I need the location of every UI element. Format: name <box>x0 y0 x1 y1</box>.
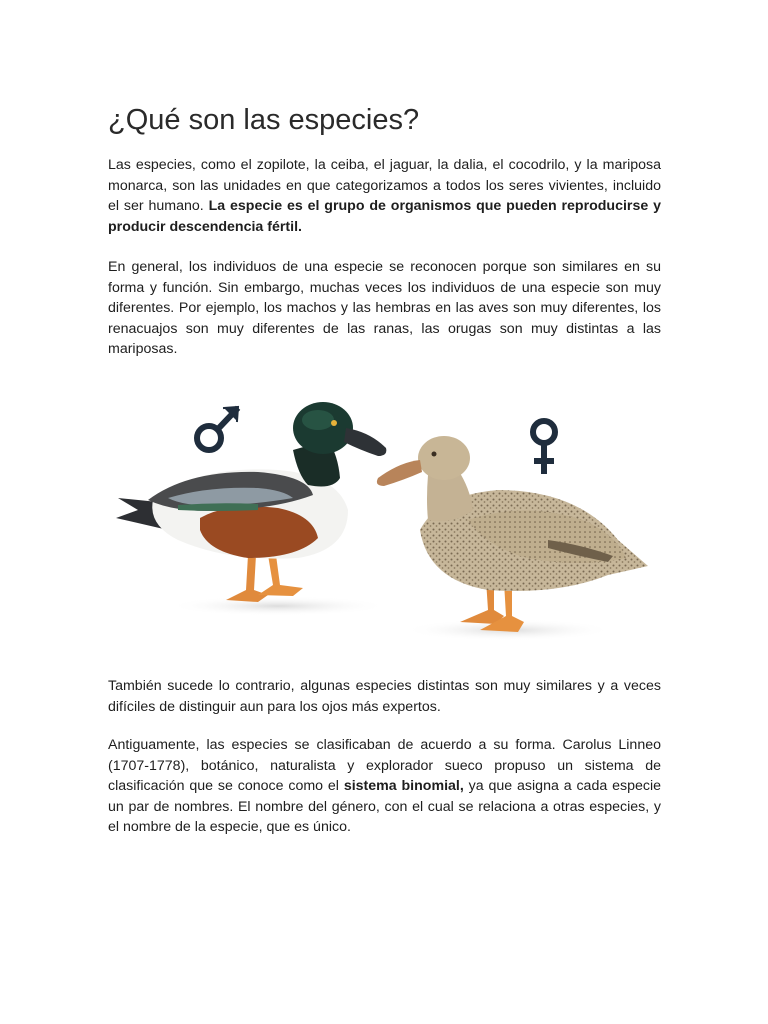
species-definition: La especie es el grupo de organismos que pueden reproducirse y producir descendencia fértil. <box>108 198 661 235</box>
paragraph-intro <box>108 155 661 237</box>
female-symbol-icon <box>533 421 555 474</box>
binomial-system: sistema binomial, <box>343 778 464 795</box>
paragraph-differences: En general, los individuos de una especie se reconocen porque son similares en su forma y función. Sin embargo, muchas veces los individuos de una especie son muy diferentes. Por ejemplo, los machos y las hembras en las aves son muy diferentes, los renacuajos son muy diferentes de las ranas, las orugas son muy distintas a las mariposas. <box>108 259 661 358</box>
paragraph-linnaeus-text-1: Antiguamente, las especies se clasificaban de acuerdo a su forma. Carolus Linneo (1707-1778), botánico, naturalista y explorador sueco propuso un sistema de clasificación que se conoce como el <box>108 737 661 795</box>
female-duck <box>377 436 648 632</box>
ducks-illustration <box>108 390 661 650</box>
paragraph-linnaeus-text-2: ya que asigna a cada especie un par de nombres. El nombre del género, con el cual se relaciona a otras especies, y el nombre de la especie, que es único. <box>108 778 661 836</box>
page-title: ¿Qué son las especies? <box>108 104 420 136</box>
paragraph-similar: También sucede lo contrario, algunas especies distintas son muy similares y a veces difíciles de distinguir aun para los ojos más expertos. <box>108 678 661 715</box>
paragraph-intro-text: Las especies, como el zopilote, la ceiba, el jaguar, la dalia, el cocodrilo, y la mariposa monarca, son las unidades en que categorizamos a todos los seres vivientes, incluido el ser humano. <box>108 157 661 215</box>
male-duck <box>116 402 386 602</box>
male-symbol-icon <box>197 407 238 450</box>
male-duck-shadow <box>168 596 388 616</box>
paragraph-linnaeus <box>108 735 661 838</box>
